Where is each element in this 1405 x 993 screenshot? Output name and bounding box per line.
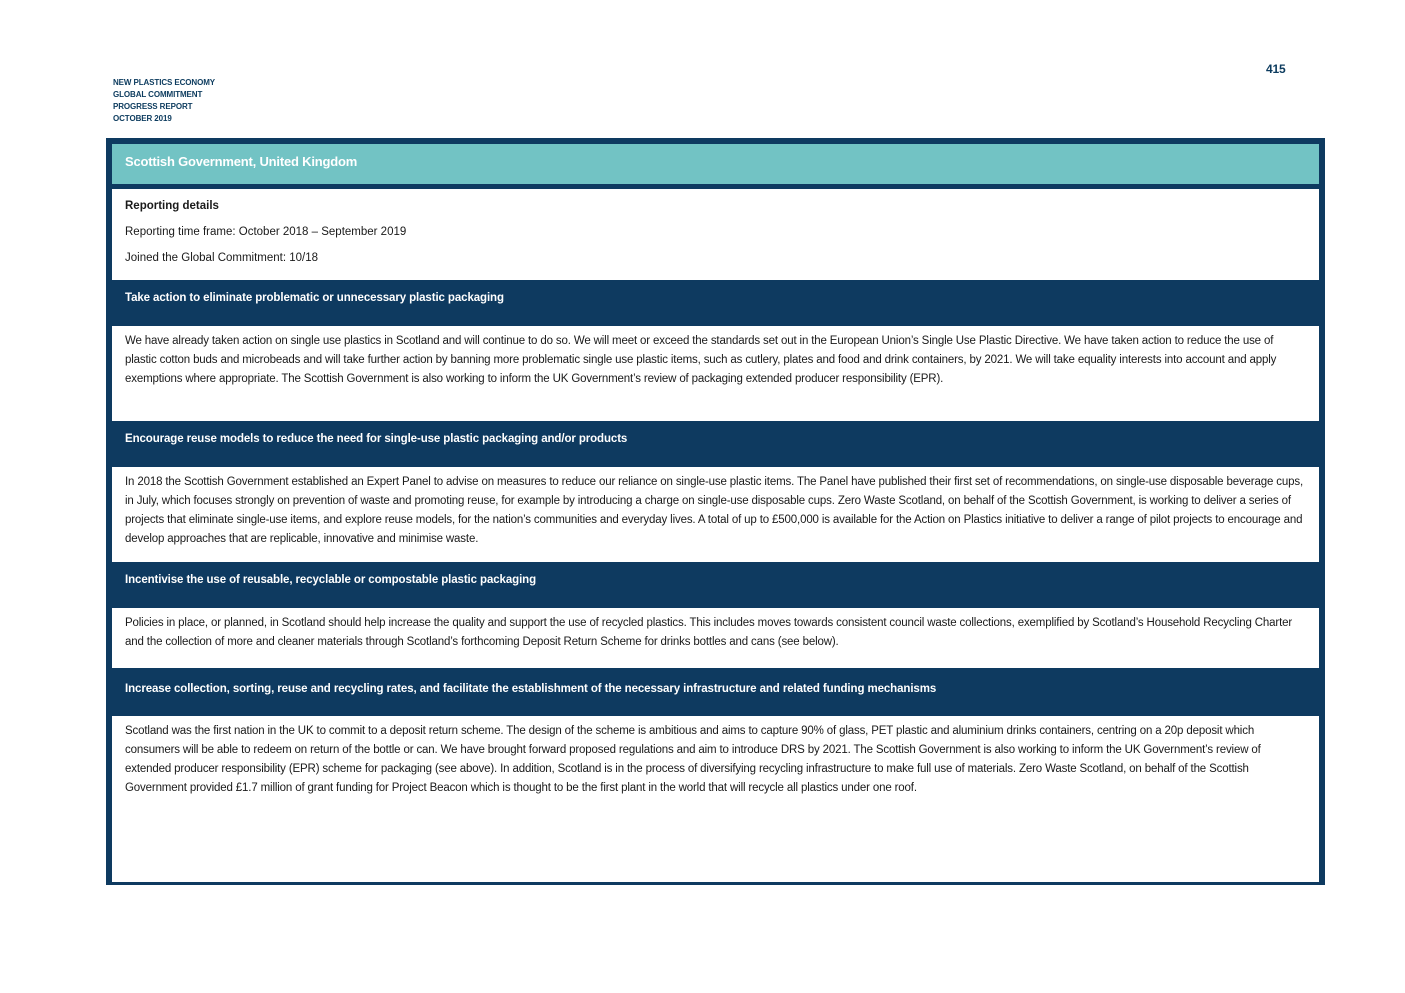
section-heading-eliminate: Take action to eliminate problematic or unnecessary plastic packaging — [112, 280, 1319, 326]
report-header — [113, 77, 215, 125]
report-header-line: GLOBAL COMMITMENT — [113, 90, 203, 99]
section-body-collection: Scotland was the first nation in the UK to commit to a deposit return scheme. The design of the scheme is ambitious and aims to capture 90% of glass, PET plastic and aluminium drinks containers, centring on a 20p deposit which consumers will be able to redeem on return of the bottle or can. We have brought forward proposed regulations and aim to introduce DRS by 2021. The Scottish Government is also working to inform the UK Government’s review of extended producer responsibility (EPR) scheme for packaging (see above). In addition, Scotland is in the process of diversifying recycling infrastructure to make full use of materials. Zero Waste Scotland, on behalf of the Scottish Government provided £1.7 million of grant funding for Project Beacon which is thought to be the first plant in the world that will recycle all plastics under one roof. — [112, 716, 1319, 882]
section-heading-collection: Increase collection, sorting, reuse and recycling rates, and facilitate the establishment of the necessary infrastructure and related funding mechanisms — [112, 668, 1319, 716]
card-inner — [112, 144, 1319, 879]
section-heading-reuse: Encourage reuse models to reduce the need for single-use plastic packaging and/or products — [112, 421, 1319, 467]
page-number: 415 — [1266, 62, 1286, 76]
report-header-line: PROGRESS REPORT — [113, 102, 193, 111]
reporting-details — [112, 189, 1319, 280]
joined-date: Joined the Global Commitment: 10/18 — [125, 252, 319, 264]
section-heading-incentivise: Incentivise the use of reusable, recyclable or compostable plastic packaging — [112, 562, 1319, 608]
report-header-line: NEW PLASTICS ECONOMY — [113, 78, 216, 87]
report-header-line: OCTOBER 2019 — [113, 114, 172, 123]
organisation-title: Scottish Government, United Kingdom — [112, 144, 1319, 184]
section-body-eliminate: We have already taken action on single use plastics in Scotland and will continue to do so. We will meet or exceed the standards set out in the European Union’s Single Use Plastic Directive. We have taken action to reduce the use of plastic cotton buds and microbeads and will take further action by banning more problematic single use plastic items, such as cutlery, plates and food and drink containers, by 2021. We will take equality interests into account and apply exemptions where appropriate. The Scottish Government is also working to inform the UK Government’s review of packaging extended producer responsibility (EPR). — [112, 326, 1319, 421]
reporting-details-heading: Reporting details — [125, 200, 219, 212]
section-body-incentivise: Policies in place, or planned, in Scotland should help increase the quality and support the use of recycled plastics. This includes moves towards consistent council waste collections, exemplified by Scotland’s Household Recycling Charter and the collection of more and cleaner materials through Scotland’s forthcoming Deposit Return Scheme for drinks bottles and cans (see below). — [112, 608, 1319, 668]
section-body-reuse: In 2018 the Scottish Government established an Expert Panel to advise on measures to reduce our reliance on single-use plastic items. The Panel have published their first set of recommendations, on single-use disposable beverage cups, in July, which focuses strongly on prevention of waste and promoting reuse, for example by introducing a charge on single-use disposable cups. Zero Waste Scotland, on behalf of the Scottish Government, is working to deliver a series of projects that eliminate single-use items, and explore reuse models, for the nation’s communities and everyday lives. A total of up to £500,000 is available for the Action on Plastics initiative to deliver a range of pilot projects to encourage and develop approaches that are replicable, innovative and minimise waste. — [112, 467, 1319, 562]
organisation-card — [106, 138, 1325, 885]
reporting-time-frame: Reporting time frame: October 2018 – September 2019 — [125, 226, 407, 238]
